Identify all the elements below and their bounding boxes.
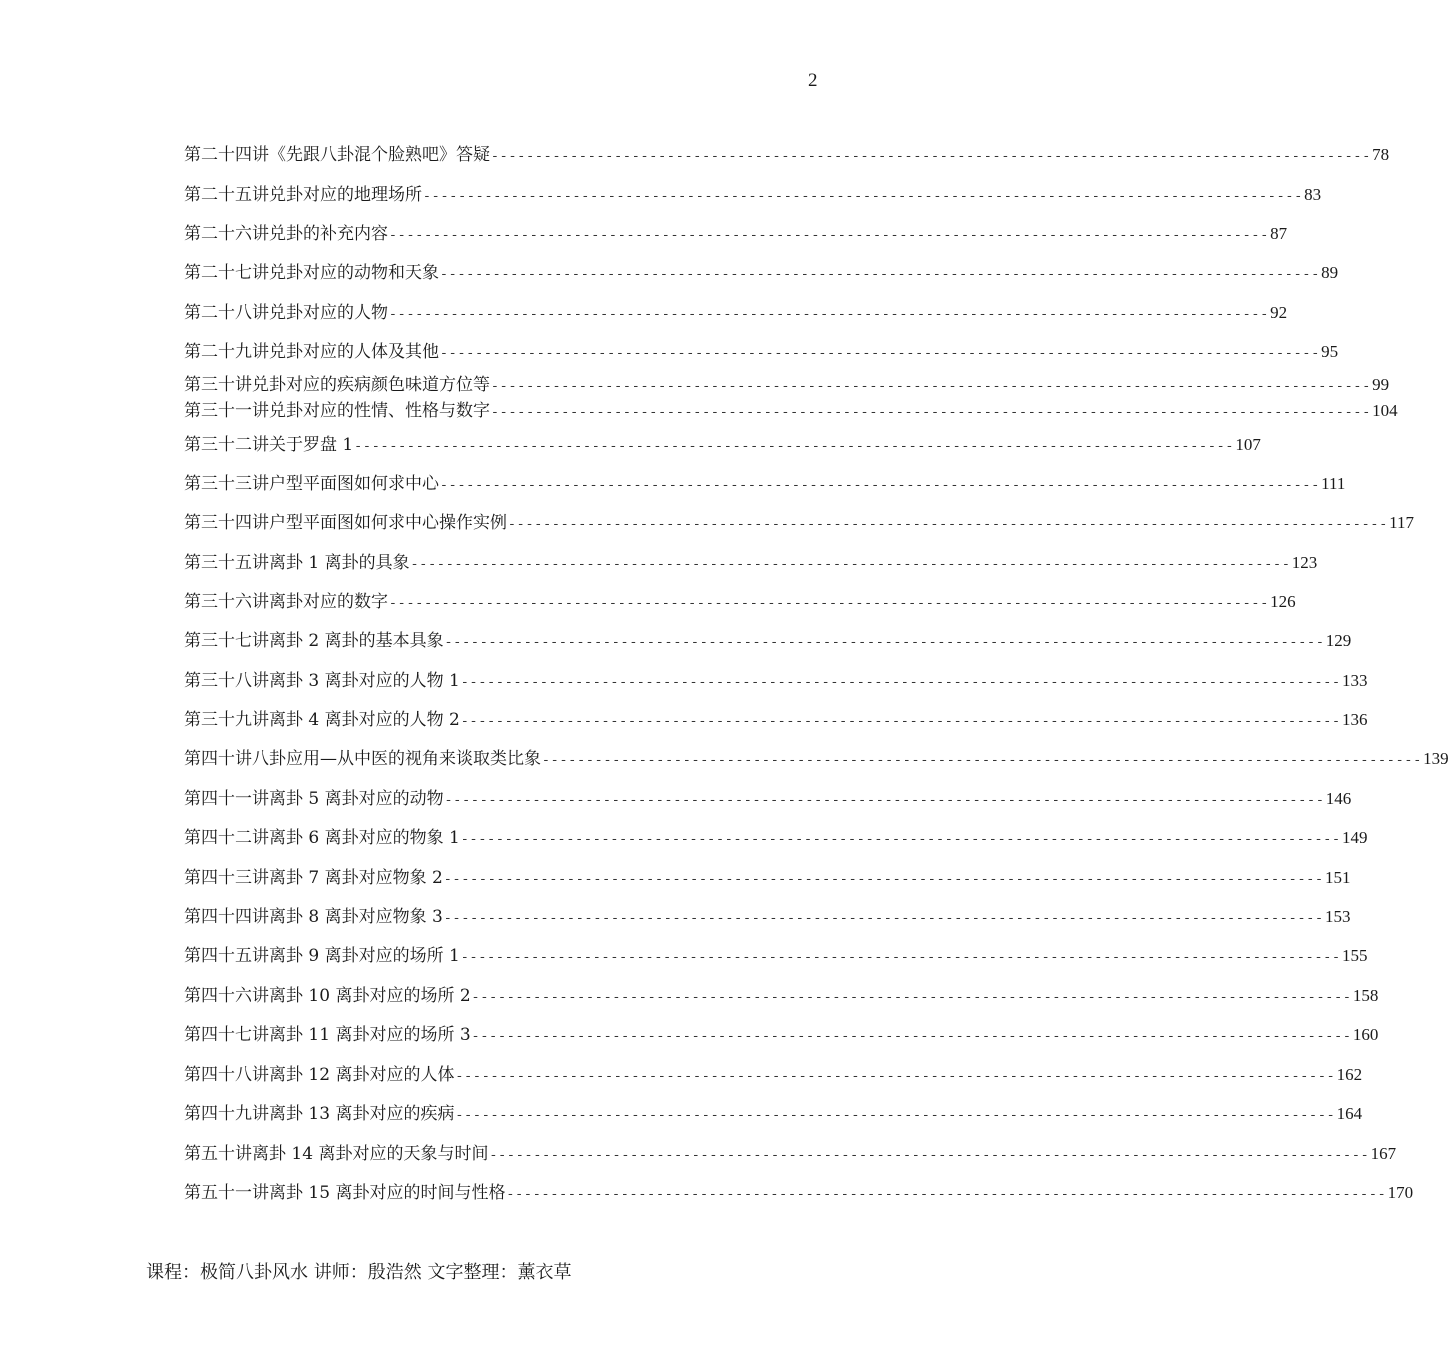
toc-leader-dashes: ---------------------------------------------------------------------------------------------------- <box>423 189 1304 204</box>
toc-entry <box>184 552 1318 574</box>
toc-entry-title: 第四十讲八卦应用—从中医的视角来谈取类比象 <box>184 749 541 769</box>
toc-entry-page: 153 <box>1324 907 1351 926</box>
toc-leader-dashes: ---------------------------------------------------------------------------------------------------- <box>460 714 1341 729</box>
toc-entry-title: 第五十讲离卦 14 离卦对应的天象与时间 <box>184 1144 489 1164</box>
toc-entry <box>184 434 1261 456</box>
toc-entry-title: 第四十九讲离卦 13 离卦对应的疾病 <box>184 1104 455 1124</box>
toc-entry <box>184 670 1368 692</box>
toc-leader-dashes: ---------------------------------------------------------------------------------------------------- <box>455 1069 1336 1084</box>
toc-leader-dashes: ---------------------------------------------------------------------------------------------------- <box>354 439 1235 454</box>
toc-entry-title: 第二十六讲兑卦的补充内容 <box>184 224 388 244</box>
toc-leader-dashes: ---------------------------------------------------------------------------------------------------- <box>508 517 1389 532</box>
toc-entry <box>184 223 1288 245</box>
toc-entry-page: 92 <box>1270 303 1288 322</box>
toc-entry <box>184 591 1296 613</box>
toc-entry-page: 126 <box>1270 592 1296 611</box>
toc-entry-page: 129 <box>1325 631 1352 650</box>
toc-entry <box>184 906 1351 928</box>
toc-entry-title: 第二十八讲兑卦对应的人物 <box>184 303 388 323</box>
toc-leader-dashes: ---------------------------------------------------------------------------------------------------- <box>443 911 1324 926</box>
toc-leader-dashes: ---------------------------------------------------------------------------------------------------- <box>389 228 1270 243</box>
toc-leader-dashes: ---------------------------------------------------------------------------------------------------- <box>491 379 1372 394</box>
toc-leader-dashes: ---------------------------------------------------------------------------------------------------- <box>440 478 1321 493</box>
toc-entry-page: 78 <box>1372 145 1390 164</box>
page-number: 2 <box>808 70 818 91</box>
toc-entry-page: 149 <box>1341 828 1368 847</box>
toc-entry <box>184 1143 1397 1165</box>
toc-entry-title: 第二十四讲《先跟八卦混个脸熟吧》答疑 <box>184 145 490 165</box>
toc-entry <box>184 630 1352 652</box>
toc-entry-title: 第三十二讲关于罗盘 1 <box>184 435 354 455</box>
toc-entry-page: 162 <box>1336 1065 1363 1084</box>
toc-leader-dashes: ---------------------------------------------------------------------------------------------------- <box>471 1029 1352 1044</box>
toc-entry-page: 151 <box>1324 868 1351 887</box>
toc-entry-title: 第四十五讲离卦 9 离卦对应的场所 1 <box>184 946 460 966</box>
toc-entry-page: 136 <box>1341 710 1368 729</box>
toc-entry-page: 160 <box>1352 1025 1379 1044</box>
toc-entry-title: 第三十五讲离卦 1 离卦的具象 <box>184 553 410 573</box>
toc-leader-dashes: ---------------------------------------------------------------------------------------------------- <box>443 872 1324 887</box>
toc-entry <box>184 184 1322 206</box>
toc-leader-dashes: ---------------------------------------------------------------------------------------------------- <box>455 1108 1336 1123</box>
toc-leader-dashes: ---------------------------------------------------------------------------------------------------- <box>542 753 1423 768</box>
toc-entry-page: 170 <box>1387 1183 1414 1202</box>
toc-entry-page: 95 <box>1321 342 1339 361</box>
toc-entry <box>184 262 1339 284</box>
toc-leader-dashes: ---------------------------------------------------------------------------------------------------- <box>444 793 1325 808</box>
toc-leader-dashes: ---------------------------------------------------------------------------------------------------- <box>389 596 1270 611</box>
toc-entry <box>184 512 1415 534</box>
toc-leader-dashes: ---------------------------------------------------------------------------------------------------- <box>506 1187 1387 1202</box>
toc-entry-page: 164 <box>1336 1104 1363 1123</box>
course-credits-footer: 课程：极简八卦风水 讲师：殷浩然 文字整理：薰衣草 <box>146 1262 572 1283</box>
toc-leader-dashes: ---------------------------------------------------------------------------------------------------- <box>440 267 1321 282</box>
toc-entry-page: 107 <box>1235 435 1261 454</box>
toc-entry-title: 第三十四讲户型平面图如何求中心操作实例 <box>184 513 507 533</box>
toc-entry <box>184 1182 1414 1204</box>
toc-entry <box>184 1103 1363 1125</box>
toc-entry-page: 139 <box>1423 749 1449 768</box>
toc-entry-title: 第三十九讲离卦 4 离卦对应的人物 2 <box>184 710 460 730</box>
toc-entry <box>184 473 1346 495</box>
toc-leader-dashes: ---------------------------------------------------------------------------------------------------- <box>471 990 1352 1005</box>
toc-entry <box>184 1064 1363 1086</box>
toc-entry-page: 133 <box>1341 671 1368 690</box>
toc-entry-title: 第三十一讲兑卦对应的性情、性格与数字 <box>184 401 490 421</box>
toc-entry-title: 第二十九讲兑卦对应的人体及其他 <box>184 342 439 362</box>
toc-leader-dashes: ---------------------------------------------------------------------------------------------------- <box>389 307 1270 322</box>
toc-entry-page: 87 <box>1270 224 1288 243</box>
toc-entry <box>184 827 1368 849</box>
toc-entry-title: 第四十一讲离卦 5 离卦对应的动物 <box>184 789 444 809</box>
toc-entry-title: 第四十六讲离卦 10 离卦对应的场所 2 <box>184 986 471 1006</box>
toc-entry <box>184 748 1449 770</box>
toc-leader-dashes: ---------------------------------------------------------------------------------------------------- <box>410 557 1291 572</box>
toc-entry-title: 第四十三讲离卦 7 离卦对应物象 2 <box>184 868 443 888</box>
toc-leader-dashes: ---------------------------------------------------------------------------------------------------- <box>491 149 1372 164</box>
toc-entry-page: 83 <box>1304 185 1322 204</box>
toc-leader-dashes: ---------------------------------------------------------------------------------------------------- <box>460 950 1341 965</box>
toc-entry-page: 104 <box>1372 401 1398 420</box>
toc-entry <box>184 945 1368 967</box>
toc-entry <box>184 985 1379 1007</box>
toc-entry-title: 第四十四讲离卦 8 离卦对应物象 3 <box>184 907 443 927</box>
toc-entry-title: 第三十三讲户型平面图如何求中心 <box>184 474 439 494</box>
toc-entry-title: 第三十讲兑卦对应的疾病颜色味道方位等 <box>184 375 490 395</box>
toc-entry-page: 123 <box>1291 553 1318 572</box>
toc-leader-dashes: ---------------------------------------------------------------------------------------------------- <box>489 1148 1370 1163</box>
toc-leader-dashes: ---------------------------------------------------------------------------------------------------- <box>460 675 1341 690</box>
toc-leader-dashes: ---------------------------------------------------------------------------------------------------- <box>440 346 1321 361</box>
toc-entry <box>184 374 1390 396</box>
toc-entry-title: 第三十八讲离卦 3 离卦对应的人物 1 <box>184 671 460 691</box>
toc-entry-title: 第四十八讲离卦 12 离卦对应的人体 <box>184 1065 455 1085</box>
toc-entry-title: 第五十一讲离卦 15 离卦对应的时间与性格 <box>184 1183 506 1203</box>
toc-entry <box>184 867 1351 889</box>
toc-entry-title: 第二十五讲兑卦对应的地理场所 <box>184 185 422 205</box>
toc-entry <box>184 709 1368 731</box>
toc-entry <box>184 341 1339 363</box>
toc-entry-page: 111 <box>1321 474 1346 493</box>
toc-entry-title: 第二十七讲兑卦对应的动物和天象 <box>184 263 439 283</box>
toc-entry-page: 146 <box>1325 789 1352 808</box>
toc-entry-title: 第四十二讲离卦 6 离卦对应的物象 1 <box>184 828 460 848</box>
toc-entry <box>184 144 1390 166</box>
toc-entry <box>184 400 1398 422</box>
toc-entry <box>184 788 1352 810</box>
toc-entry-page: 167 <box>1370 1144 1397 1163</box>
toc-entry-page: 99 <box>1372 375 1390 394</box>
toc-entry <box>184 302 1288 324</box>
toc-entry-title: 第四十七讲离卦 11 离卦对应的场所 3 <box>184 1025 471 1045</box>
toc-entry <box>184 1024 1379 1046</box>
toc-entry-page: 155 <box>1341 946 1368 965</box>
toc-leader-dashes: ---------------------------------------------------------------------------------------------------- <box>460 832 1341 847</box>
toc-entry-page: 89 <box>1321 263 1339 282</box>
toc-entry-title: 第三十七讲离卦 2 离卦的基本具象 <box>184 631 444 651</box>
toc-entry-page: 158 <box>1352 986 1379 1005</box>
toc-leader-dashes: ---------------------------------------------------------------------------------------------------- <box>444 635 1325 650</box>
toc-entry-title: 第三十六讲离卦对应的数字 <box>184 592 388 612</box>
toc-entry-page: 117 <box>1389 513 1415 532</box>
toc-leader-dashes: ---------------------------------------------------------------------------------------------------- <box>491 405 1372 420</box>
